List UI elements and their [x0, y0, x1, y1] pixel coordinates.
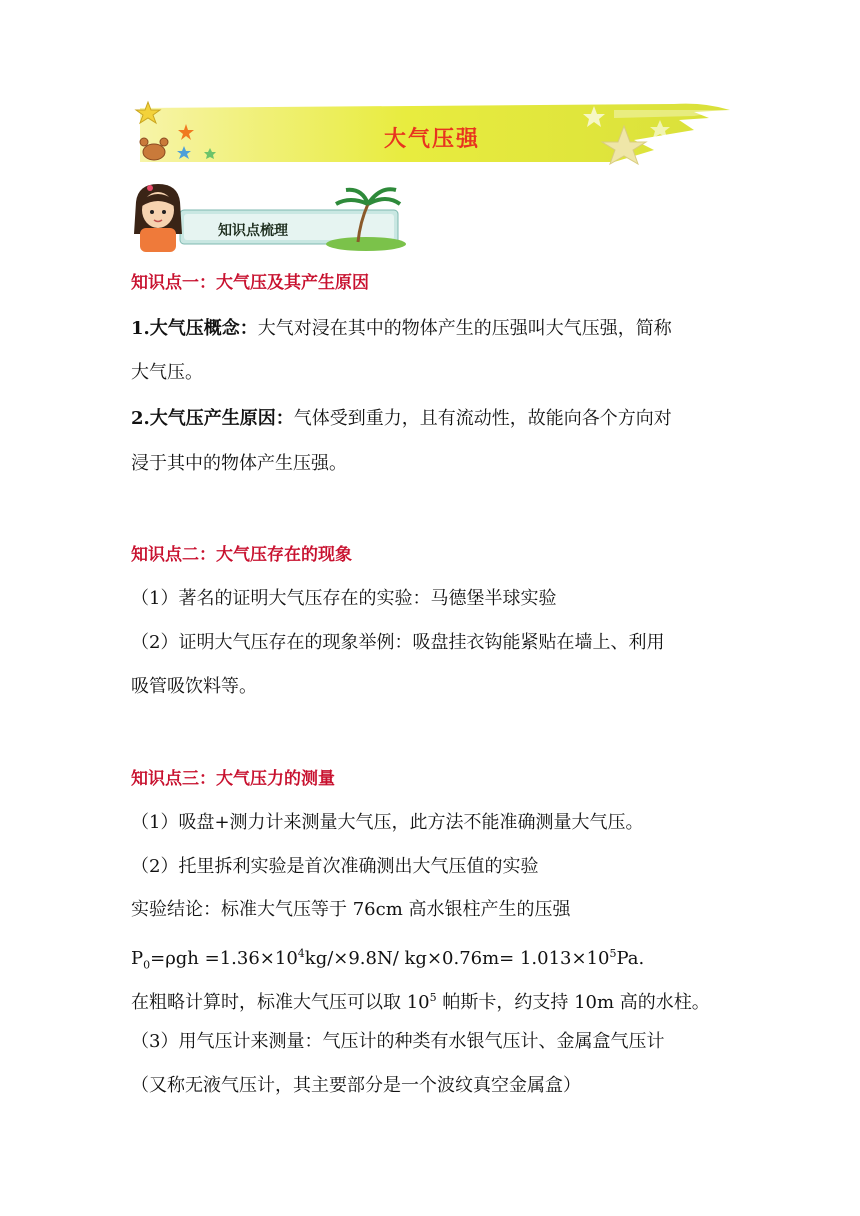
paragraph-atmospheric-pressure-concept: [131, 316, 672, 342]
formula-part: kg/×9.8N/ kg×0.76m= 1.013×10: [304, 948, 610, 969]
topic-header-graphic: [130, 182, 410, 252]
list-item: （2）托里拆利实验是首次准确测出大气压值的实验: [131, 856, 539, 877]
title-banner: [134, 100, 730, 166]
list-item-continuation: （又称无液气压计，其主要部分是一个波纹真空金属盒）: [131, 1075, 581, 1096]
experiment-conclusion: 实验结论：标准大气压等于 76cm 高水银柱产生的压强: [131, 899, 571, 920]
cause-continuation: 浸于其中的物体产生压强。: [131, 453, 347, 474]
approx-part: 帕斯卡，约支持 10m 高的水柱。: [436, 992, 710, 1013]
list-item: （2）证明大气压存在的现象举例：吸盘挂衣钩能紧贴在墙上、利用: [131, 632, 665, 653]
formula-symbol: P: [131, 948, 144, 969]
definition-continuation: 大气压。: [131, 362, 203, 383]
term-label: 1.大气压概念：: [131, 318, 258, 339]
list-item: （1）吸盘+测力计来测量大气压，此方法不能准确测量大气压。: [131, 812, 644, 833]
page-title: 大气压强: [383, 127, 480, 152]
formula: [131, 941, 644, 979]
section-heading-2: 知识点二：大气压存在的现象: [131, 545, 352, 565]
approx-exponent: 5: [429, 991, 437, 1004]
topic-label: 知识点梳理: [218, 223, 288, 239]
paragraph-cause: [131, 406, 672, 432]
term-label: 2.大气压产生原因：: [131, 408, 294, 429]
list-item-continuation: 吸管吸饮料等。: [131, 676, 257, 697]
definition-text: 大气对浸在其中的物体产生的压强叫大气压强，简称: [257, 318, 672, 339]
formula-part: =ρgh =1.36×10: [150, 948, 298, 969]
approx-part: 在粗略计算时，标准大气压可以取 10: [131, 992, 430, 1013]
section-heading-1: 知识点一：大气压及其产生原因: [131, 273, 369, 293]
topic-header: [130, 182, 410, 252]
formula-exponent: 5: [609, 947, 617, 960]
cause-text: 气体受到重力，且有流动性，故能向各个方向对: [293, 408, 672, 429]
formula-exponent: 4: [297, 947, 305, 960]
list-item: （3）用气压计来测量：气压计的种类有水银气压计、金属盒气压计: [131, 1031, 665, 1052]
approximation-note: [131, 985, 710, 1016]
formula-part: Pa.: [616, 948, 645, 969]
section-heading-3: 知识点三：大气压力的测量: [131, 769, 335, 789]
list-item: （1）著名的证明大气压存在的实验：马德堡半球实验: [131, 588, 557, 609]
formula-subscript: 0: [143, 958, 151, 972]
